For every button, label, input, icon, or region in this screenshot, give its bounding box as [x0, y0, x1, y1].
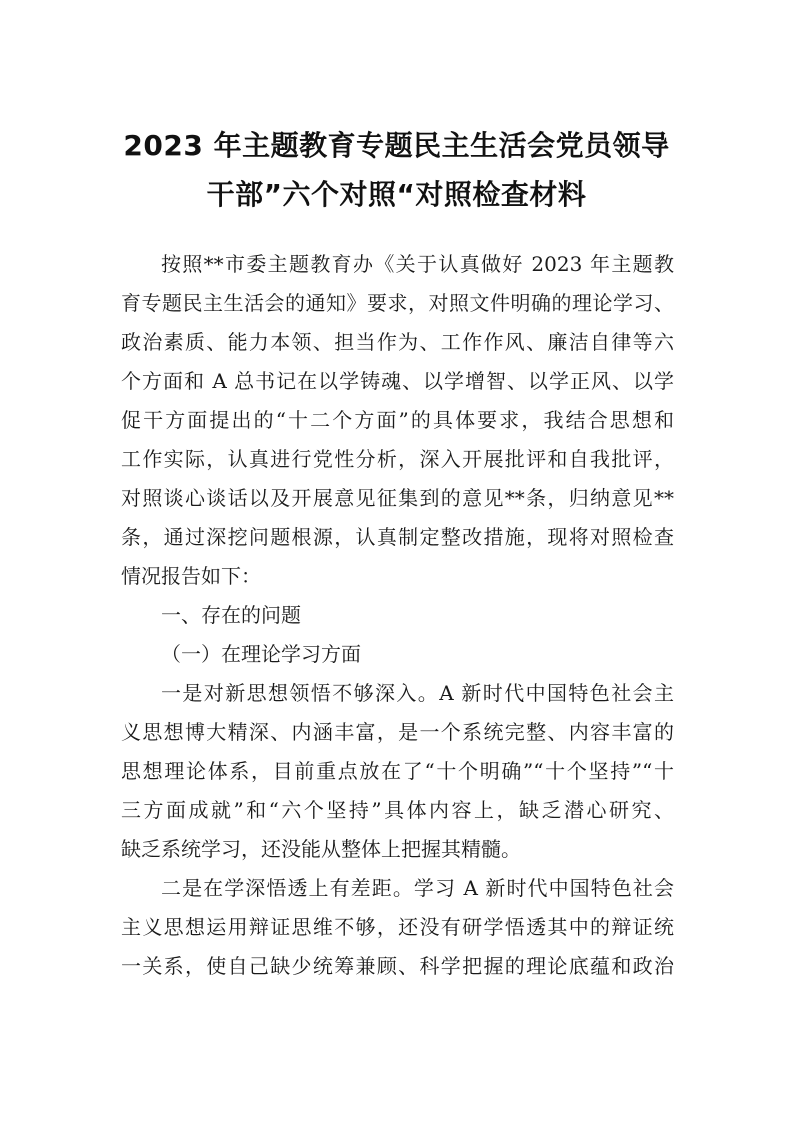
intro-line-5: 促干方面提出的“十二个方面”的具体要求，我结合思想和	[121, 408, 674, 432]
para2-line-3: 一关系，使自己缺少统筹兼顾、科学把握的理论底蕴和政治	[121, 954, 674, 978]
para1-line-1: 一是对新思想领悟不够深入。A 新时代中国特色社会主	[161, 681, 674, 705]
intro-line-1: 按照**市委主题教育办《关于认真做好 2023 年主题教	[161, 252, 674, 276]
section-heading-1: 一、存在的问题	[161, 603, 301, 627]
intro-line-8: 条，通过深挖问题根源，认真制定整改措施，现将对照检查	[121, 525, 674, 549]
para1-line-2: 义思想博大精深、内涵丰富，是一个系统完整、内容丰富的	[121, 720, 674, 744]
para2-line-1: 二是在学深悟透上有差距。学习 A 新时代中国特色社会	[161, 876, 674, 900]
document-title-line-1: 2023 年主题教育专题民主生活会党员领导	[123, 129, 670, 162]
intro-line-6: 工作实际，认真进行党性分析，深入开展批评和自我批评，	[121, 447, 674, 471]
document-title-line-2: 干部”六个对照“对照检查材料	[206, 178, 587, 211]
intro-line-7: 对照谈心谈话以及开展意见征集到的意见**条，归纳意见**	[121, 486, 674, 510]
para1-line-5: 缺乏系统学习，还没能从整体上把握其精髓。	[121, 837, 521, 861]
intro-line-9: 情况报告如下：	[121, 564, 261, 588]
para1-line-3: 思想理论体系，目前重点放在了“十个明确”“十个坚持”“十	[121, 759, 674, 783]
section-heading-2: （一）在理论学习方面	[161, 642, 361, 666]
para2-line-2: 主义思想运用辩证思维不够，还没有研学悟透其中的辩证统	[121, 915, 674, 939]
intro-line-4: 个方面和 A 总书记在以学铸魂、以学增智、以学正风、以学	[121, 369, 674, 393]
intro-line-3: 政治素质、能力本领、担当作为、工作作风、廉洁自律等六	[121, 330, 674, 354]
intro-line-2: 育专题民主生活会的通知》要求，对照文件明确的理论学习、	[121, 291, 674, 315]
para1-line-4: 三方面成就”和“六个坚持”具体内容上，缺乏潜心研究、	[121, 798, 674, 822]
